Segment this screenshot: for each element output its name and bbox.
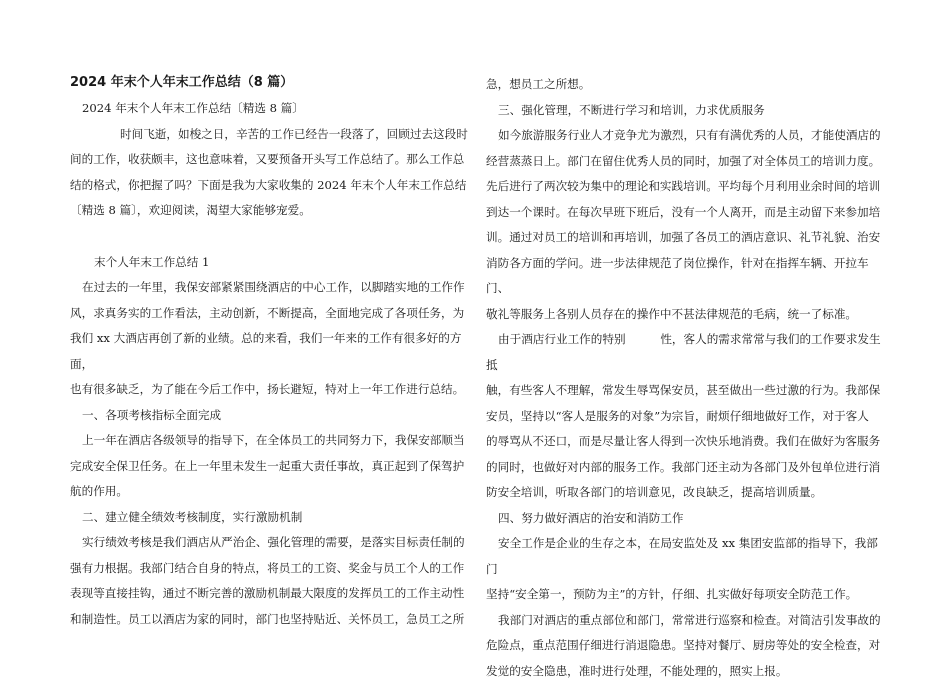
body-line: 表现等直接挂钩，通过不断完善的激励机制最大限度的发挥员工的工作主动性 bbox=[70, 581, 470, 607]
body-line: 消防各方面的学问。进一步法律规范了岗位操作，针对在指挥车辆、开拉车门、 bbox=[486, 251, 882, 302]
body-line: 训。通过对员工的培训和再培训，加强了各员工的酒店意识、礼节礼貌、治安 bbox=[486, 225, 882, 251]
spacer bbox=[70, 224, 470, 250]
body-line: 的辱骂从不还口，而是尽量让客人得到一次快乐地消费。我们在做好为客服务 bbox=[486, 429, 882, 455]
body-line: 在过去的一年里，我保安部紧紧围绕酒店的中心工作，以脚踏实地的工作作 bbox=[70, 275, 470, 301]
section-heading: 三、强化管理，不断进行学习和培训，力求优质服务 bbox=[486, 98, 882, 124]
intro-line: 〔精选 8 篇〕，欢迎阅读，渴望大家能够宠爱。 bbox=[70, 198, 470, 224]
doc-subtitle: 2024 年末个人年末工作总结〔精选 8 篇〕 bbox=[70, 96, 470, 122]
intro-line: 时间飞逝，如梭之日，辛苦的工作已经告一段落了，回顾过去这段时 bbox=[70, 122, 470, 148]
body-line: 先后进行了两次较为集中的理论和实践培训。平均每个月利用业余时间的培训 bbox=[486, 174, 882, 200]
intro-line: 间的工作，收获颇丰，这也意味着，又要预备开头写工作总结了。那么工作总 bbox=[70, 147, 470, 173]
body-line: 坚持“安全第一，预防为主”的方针，仔细、扎实做好每项安全防范工作。 bbox=[486, 582, 882, 608]
body-line: 触，有些客人不理解，常发生辱骂保安员，甚至做出一些过激的行为。我部保 bbox=[486, 378, 882, 404]
body-line: 安全工作是企业的生存之本，在局安监处及 xx 集团安监部的指导下，我部门 bbox=[486, 531, 882, 582]
doc-title: 2024 年末个人年末工作总结（8 篇） bbox=[70, 70, 470, 96]
body-line: 防安全培训，听取各部门的培训意见，改良缺乏，提高培训质量。 bbox=[486, 480, 882, 506]
body-line: 我部门对酒店的重点部位和部门，常常进行巡察和检查。对简洁引发事故的 bbox=[486, 608, 882, 634]
body-line: 急，想员工之所想。 bbox=[486, 72, 882, 98]
body-line: 风，求真务实的工作看法，主动创新，不断提高，全面地完成了各项任务，为 bbox=[70, 301, 470, 327]
body-line: 上一年在酒店各级领导的指导下，在全体员工的共同努力下，我保安部顺当 bbox=[70, 428, 470, 454]
body-line: 发觉的安全隐患，准时进行处理，不能处理的，照实上报。 bbox=[486, 659, 882, 684]
section-heading: 四、努力做好酒店的治安和消防工作 bbox=[486, 506, 882, 532]
body-line: 安员，坚持以“客人是服务的对象”为宗旨，耐烦仔细地做好工作，对于客人 bbox=[486, 404, 882, 430]
body-line: 如今旅游服务行业人才竞争尤为激烈，只有有满优秀的人员，才能使酒店的 bbox=[486, 123, 882, 149]
body-line: 敬礼等服务上各别人员存在的操作中不甚法律规范的毛病，统一了标准。 bbox=[486, 302, 882, 328]
body-line: 也有很多缺乏，为了能在今后工作中，扬长避短，特对上一年工作进行总结。 bbox=[70, 377, 470, 403]
body-line: 实行绩效考核是我们酒店从严治企、强化管理的需要，是落实目标责任制的 bbox=[70, 530, 470, 556]
intro-line: 结的格式，你把握了吗？下面是我为大家收集的 2024 年末个人年末工作总结 bbox=[70, 173, 470, 199]
section-heading: 二、建立健全绩效考核制度，实行激励机制 bbox=[70, 505, 470, 531]
body-line: 我们 xx 大酒店再创了新的业绩。总的来看，我们一年来的工作有很多好的方面， bbox=[70, 326, 470, 377]
body-line: 强有力根据。我部门结合自身的特点，将员工的工资、奖金与员工个人的工作 bbox=[70, 556, 470, 582]
body-line: 到达一个课时。在每次早班下班后，没有一个人离开，而是主动留下来参加培 bbox=[486, 200, 882, 226]
body-line: 危险点，重点范围仔细进行消退隐患。坚持对餐厅、厨房等处的安全检查，对 bbox=[486, 633, 882, 659]
body-line: 由于酒店行业工作的特别 性，客人的需求常常与我们的工作要求发生抵 bbox=[486, 327, 882, 378]
body-line: 经营蒸蒸日上。部门在留住优秀人员的同时，加强了对全体员工的培训力度。 bbox=[486, 149, 882, 175]
body-line: 完成安全保卫任务。在上一年里未发生一起重大责任事故，真正起到了保驾护 bbox=[70, 454, 470, 480]
body-line: 和制造性。员工以酒店为家的同时，部门也坚持贴近、关怀员工，急员工之所 bbox=[70, 607, 470, 633]
right-column bbox=[486, 72, 882, 684]
section-heading: 末个人年末工作总结 1 bbox=[70, 250, 470, 276]
left-column bbox=[70, 70, 470, 632]
body-line: 航的作用。 bbox=[70, 479, 470, 505]
body-line: 的同时，也做好对内部的服务工作。我部门还主动为各部门及外包单位进行消 bbox=[486, 455, 882, 481]
section-heading: 一、各项考核指标全面完成 bbox=[70, 403, 470, 429]
